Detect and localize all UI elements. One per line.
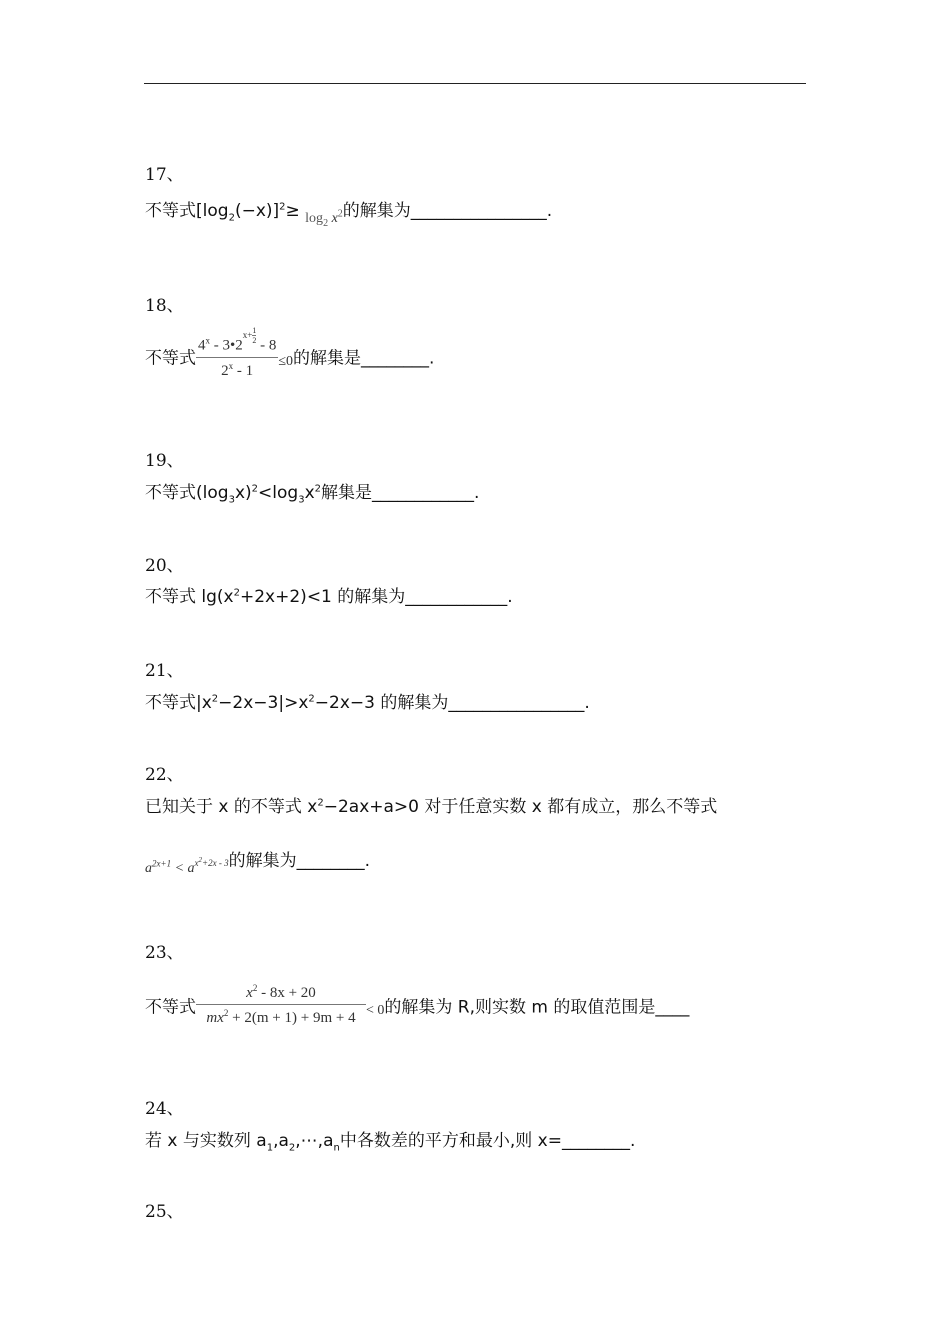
question-number-21: 21、 [145, 661, 184, 681]
question-19-text: 不等式$(\log_3x)^2<\log_3x^2$解集是____________. [145, 483, 480, 506]
question-22-line-1: 已知关于 x 的不等式 $x^2-2ax+a>0$ 对于任意实数 x 都有成立，那么不等式 [145, 797, 718, 817]
question-number-20: 20、 [145, 556, 184, 576]
math-log2-x2: log2 x2 [305, 208, 343, 229]
fraction-23: $\frac{x^2 - 8x + 20}{mx^2 + 2(m + 1) + 9m + 4}$ [196, 983, 366, 1027]
math-a-power: a2x+1 < ax2+2x - 3 [145, 856, 229, 876]
question-number-17: 17、 [145, 165, 184, 185]
question-20-text: 不等式 $\lg(x^2+2x+2)<1$ 的解集为____________. [145, 587, 513, 607]
question-number-22: 22、 [145, 765, 184, 785]
question-number-24: 24、 [145, 1099, 184, 1119]
question-22-line-2: $_{a^{2x+1} < a^{x^2+2x - 3}}$的解集为________. [145, 851, 371, 876]
question-17-text: 不等式$[\log_2(-x)]^2\ge _{log_2 x^2}$的解集为________________. [145, 201, 553, 229]
header-rule [144, 83, 806, 84]
question-number-23: 23、 [145, 943, 184, 963]
question-number-18: 18、 [145, 296, 184, 316]
question-24-text: 若 x 与实数列 $a_1,a_2,\cdots,a_n$中各数差的平方和最小,则 x=________. [145, 1131, 636, 1154]
question-number-25: 25、 [145, 1202, 184, 1222]
question-number-19: 19、 [145, 451, 184, 471]
question-21-text: 不等式$|x^2-2x-3|>x^2-2x-3$ 的解集为________________. [145, 693, 590, 713]
question-23-text: 不等式 $\frac{x^2 - 8x + 20}{mx^2 + 2(m + 1) + 9m + 4}$ $_{< 0}$的解集为 R,则实数 m 的取值范围是____ [145, 983, 690, 1026]
fraction-18: $4^x - 3•2^{x+ \frac{1}{2}}$ - 8 2$^x$ - 1 [198, 326, 277, 379]
question-18-text: 不等式 $4^x - 3•2^{x+ \frac{1}{2}}$ - 8 2$^x$ - 1 $_{\le 0}$的解集是________. [145, 326, 435, 379]
